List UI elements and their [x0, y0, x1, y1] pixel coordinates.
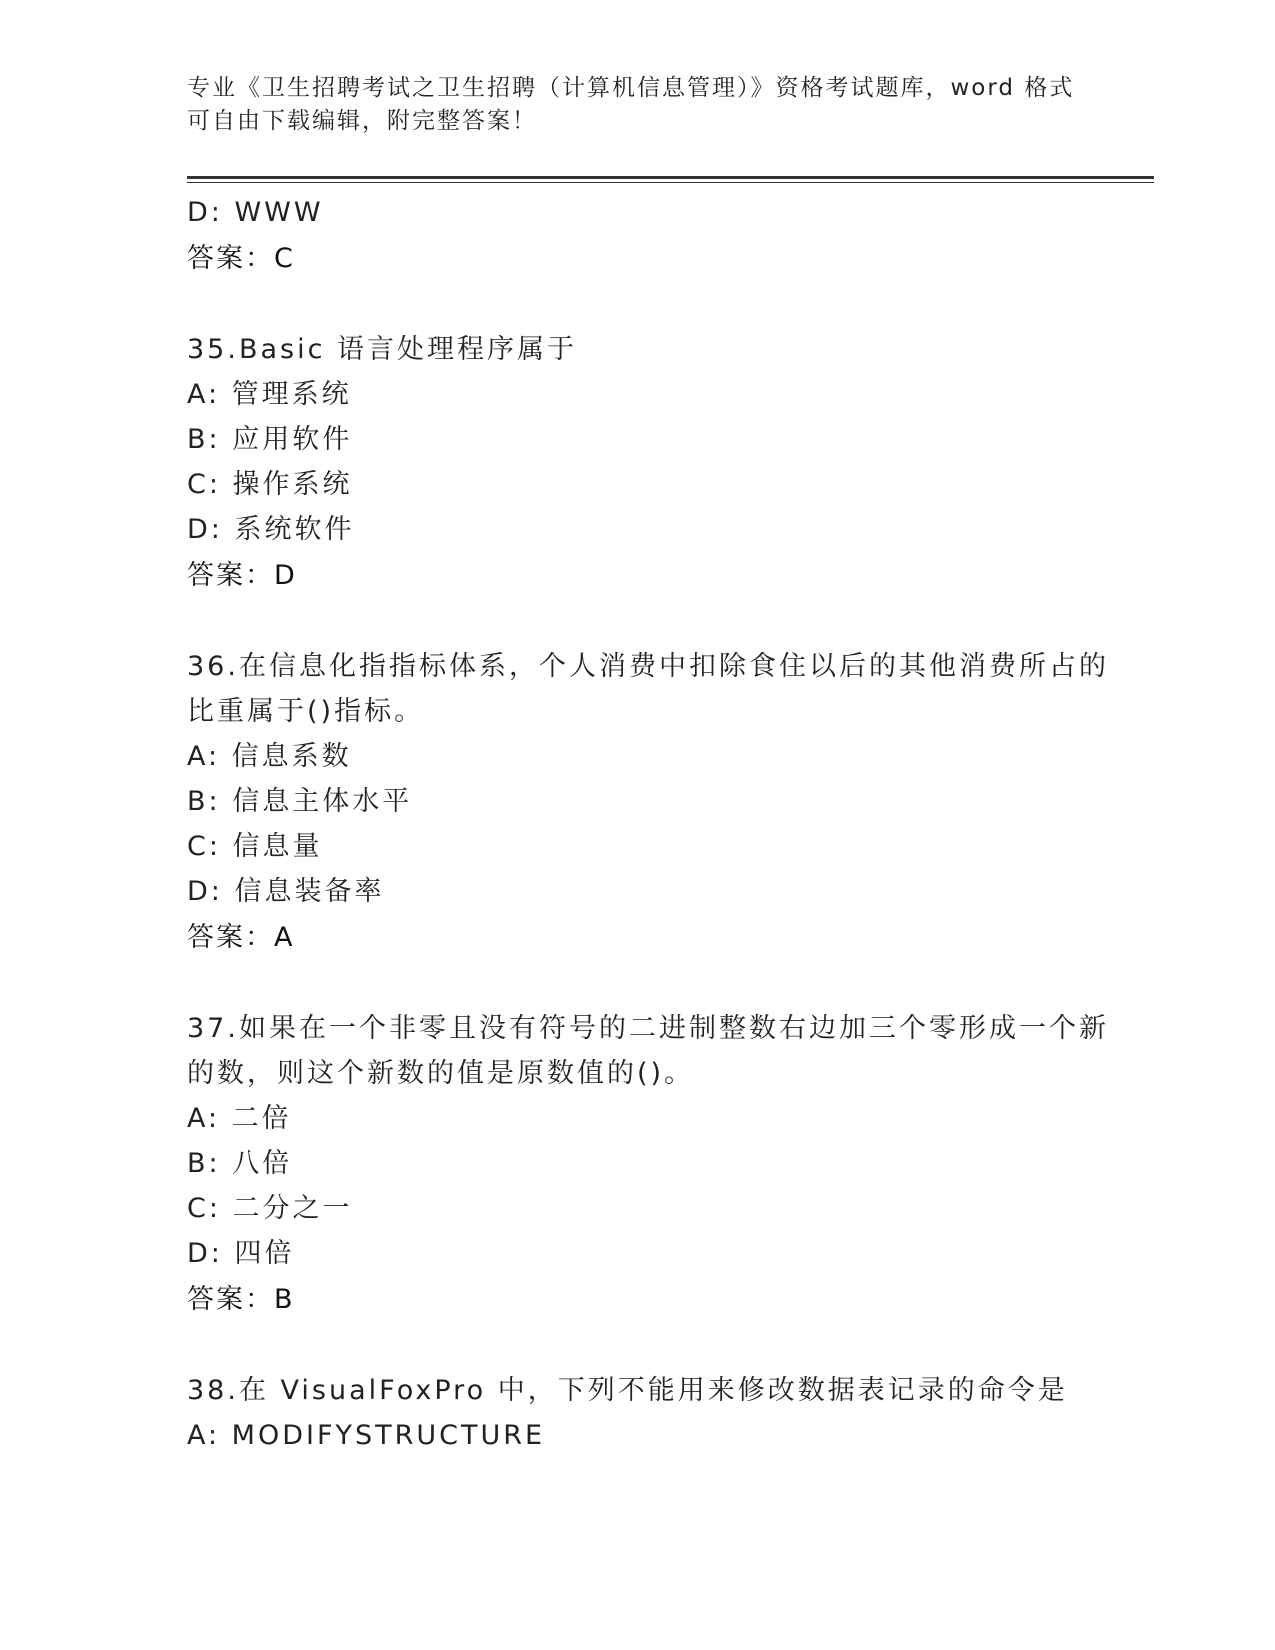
question-35 [187, 327, 1087, 600]
header-rule-thin [187, 182, 1154, 183]
option-c: C: 二分之一 [187, 1193, 353, 1224]
question-stem-line-1: 36.在信息化指指标体系，个人消费中扣除食住以后的其他消费所占的 [187, 651, 1109, 682]
option-a: A: 二倍 [187, 1103, 292, 1134]
answer: 答案：B [187, 1284, 295, 1315]
question-list [187, 190, 1109, 1458]
question-stem: 35.Basic 语言处理程序属于 [187, 334, 578, 365]
answer: 答案：D [187, 560, 297, 591]
option-d: D: 信息装备率 [187, 876, 385, 907]
document-header [187, 72, 1087, 138]
option-c: C: 操作系统 [187, 469, 353, 500]
question-stem-line-1: 37.如果在一个非零且没有符号的二进制整数右边加三个零形成一个新 [187, 1013, 1109, 1044]
option-b: B: 应用软件 [187, 424, 353, 455]
prev-answer: 答案：C [187, 243, 295, 274]
option-a: A: MODIFYSTRUCTURE [187, 1420, 546, 1451]
header-rule-thick [187, 176, 1154, 179]
question-36 [187, 644, 1109, 962]
question-stem: 38.在 VisualFoxPro 中，下列不能用来修改数据表记录的命令是 [187, 1375, 1068, 1406]
question-stem-line-2: 比重属于()指标。 [187, 696, 425, 727]
answer: 答案：A [187, 922, 295, 953]
question-37 [187, 1006, 1109, 1324]
option-b: B: 八倍 [187, 1148, 293, 1179]
option-d: D: 系统软件 [187, 514, 355, 545]
question-38 [187, 1368, 1087, 1458]
question-stem-line-2: 的数，则这个新数的值是原数值的()。 [187, 1058, 695, 1089]
prev-option-d: D: WWW [187, 197, 324, 228]
header-line-2: 可自由下载编辑，附完整答案！ [187, 108, 537, 134]
header-line-1: 专业《卫生招聘考试之卫生招聘（计算机信息管理）》资格考试题库，word 格式 [187, 75, 1075, 101]
option-a: A: 管理系统 [187, 379, 352, 410]
option-a: A: 信息系数 [187, 741, 352, 772]
option-c: C: 信息量 [187, 831, 323, 862]
option-b: B: 信息主体水平 [187, 786, 413, 817]
option-d: D: 四倍 [187, 1238, 295, 1269]
